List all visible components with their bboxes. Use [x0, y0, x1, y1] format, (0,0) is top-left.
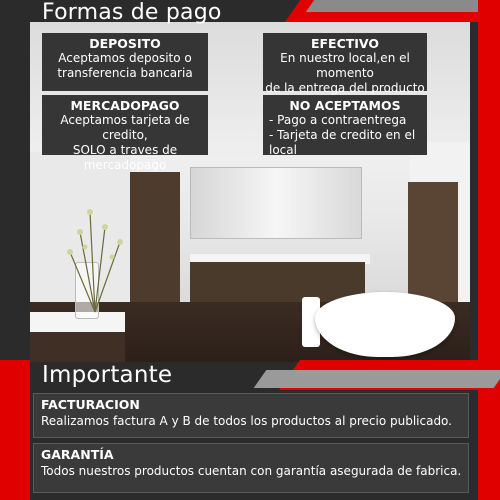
payment-card-line: SOLO a traves de mercadopago — [72, 143, 178, 172]
formas-de-pago-heading: Formas de pago — [42, 0, 222, 25]
payment-card-no-aceptamos — [263, 95, 427, 155]
payment-card-efectivo — [263, 33, 427, 95]
payment-card-line: En nuestro local,en el momento — [280, 51, 410, 80]
payment-card-mercadopago — [42, 95, 208, 172]
info-box-text: Todos nuestros productos cuentan con garantía asegurada de fabrica. — [41, 464, 462, 478]
plant-icon — [60, 192, 130, 322]
red-accent-stripe-left — [0, 360, 30, 500]
payment-card-line: - Pago a contraentrega — [269, 113, 407, 127]
payment-card-line: transferencia bancaria — [57, 66, 193, 80]
payment-card-deposito — [42, 33, 208, 91]
red-accent-stripe-right — [478, 0, 500, 500]
payment-card-title: MERCADOPAGO — [70, 98, 180, 113]
payment-card-line: de la entrega del producto — [265, 81, 425, 95]
info-box-garantia — [33, 443, 469, 493]
payment-card-line: Aceptamos deposito o — [58, 51, 192, 65]
payment-card-title: NO ACEPTAMOS — [289, 98, 401, 113]
info-box-text: Realizamos factura A y B de todos los productos al precio publicado. — [41, 414, 452, 428]
payment-card-title: EFECTIVO — [310, 36, 380, 51]
payment-card-line: Aceptamos tarjeta de credito, — [60, 113, 190, 142]
info-box-title: GARANTÍA — [41, 447, 114, 462]
gray-accent-band — [254, 370, 500, 388]
importante-heading: Importante — [42, 362, 173, 388]
gray-accent-stripe-top — [306, 0, 494, 12]
info-box-title: FACTURACION — [41, 397, 140, 412]
payment-card-line: - Tarjeta de credito en el local — [269, 128, 416, 157]
payment-card-title: DEPOSITO — [89, 36, 161, 51]
info-box-facturacion — [33, 393, 469, 438]
